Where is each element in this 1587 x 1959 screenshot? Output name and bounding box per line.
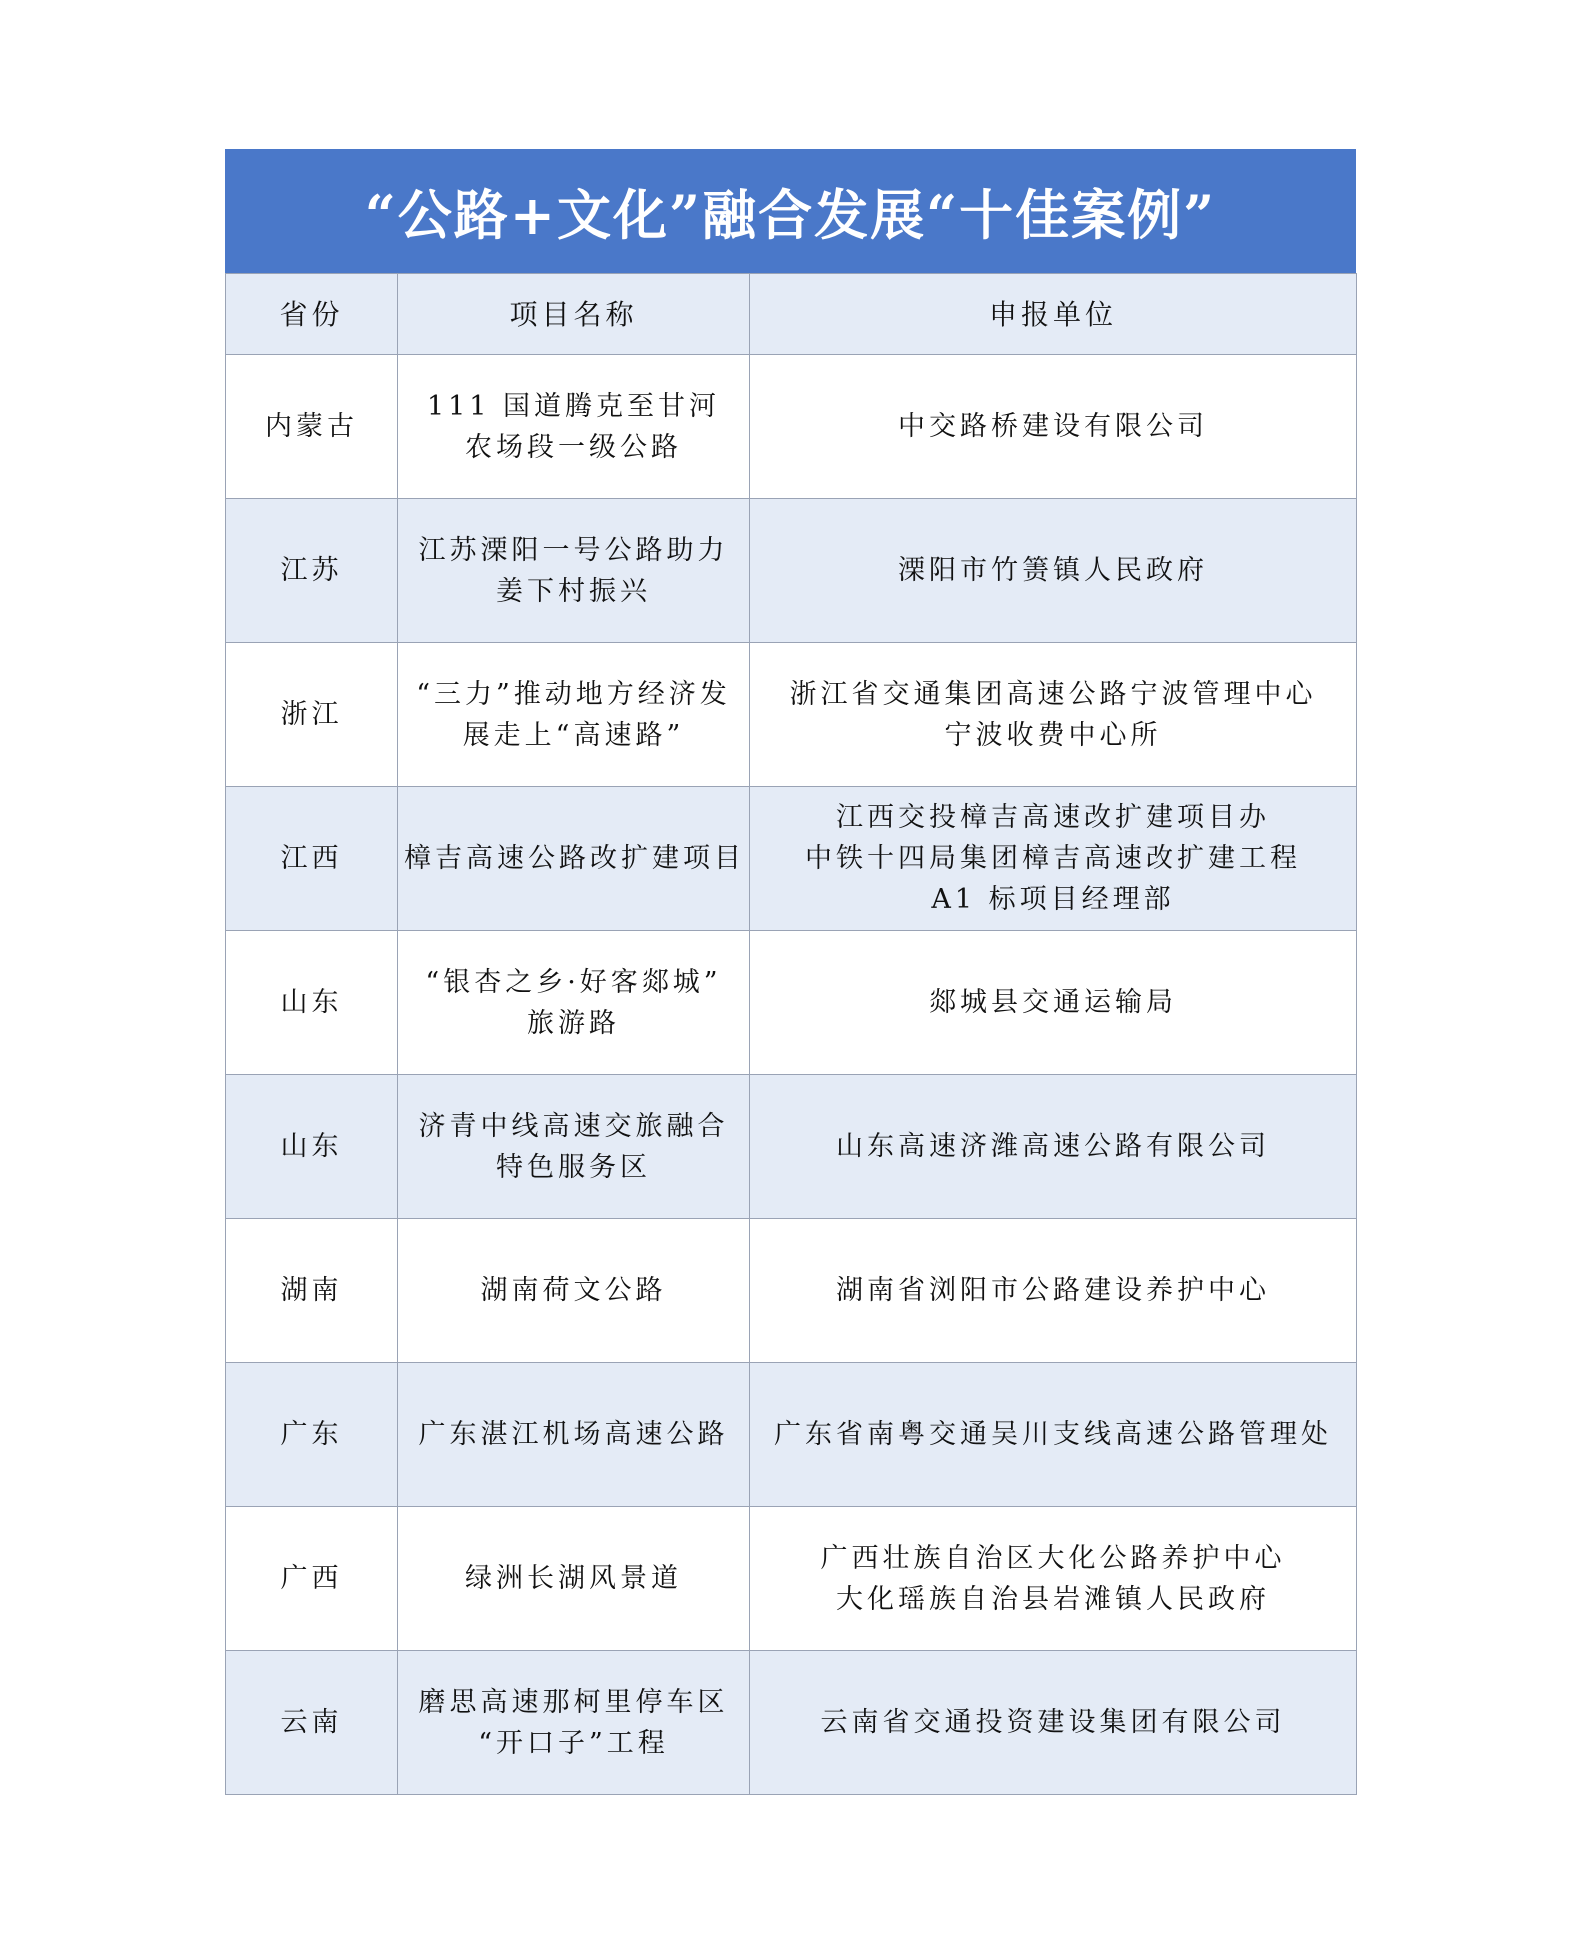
table-body [226, 355, 1357, 1795]
table-row [226, 643, 1357, 787]
project-cell [398, 643, 750, 787]
province-cell: 山东 [226, 1075, 398, 1219]
project-line: 特色服务区 [496, 1151, 651, 1183]
project-cell [398, 1651, 750, 1795]
project-line: 湖南荷文公路 [480, 1275, 667, 1306]
unit-line: 广东省南粤交通吴川支线高速公路管理处 [774, 1419, 1332, 1450]
unit-line: 云南省交通投资建设集团有限公司 [820, 1707, 1286, 1738]
project-cell [398, 931, 750, 1075]
province-cell: 广西 [226, 1507, 398, 1651]
project-cell [398, 355, 750, 499]
unit-cell [750, 355, 1357, 499]
table-row [226, 1363, 1357, 1507]
cases-table-container [225, 149, 1356, 1795]
province-cell: 浙江 [226, 643, 398, 787]
unit-cell [750, 1651, 1357, 1795]
project-line: “三力”推动地方经济发 [416, 678, 731, 710]
table-row [226, 931, 1357, 1075]
unit-line: 中交路桥建设有限公司 [898, 411, 1208, 442]
project-line: 111 国道腾克至甘河 [426, 390, 721, 422]
cases-table [225, 273, 1357, 1795]
table-row [226, 499, 1357, 643]
unit-line: A1 标项目经理部 [931, 884, 1175, 915]
table-row [226, 787, 1357, 931]
table-title: “公路+文化”融合发展“十佳案例” [225, 149, 1356, 273]
unit-line: 广西壮族自治区大化公路养护中心 [820, 1542, 1286, 1574]
column-header-province: 省份 [226, 274, 398, 355]
province-cell: 山东 [226, 931, 398, 1075]
unit-cell [750, 787, 1357, 931]
unit-line: 浙江省交通集团高速公路宁波管理中心 [789, 678, 1317, 710]
unit-line: 大化瑶族自治县岩滩镇人民政府 [836, 1583, 1270, 1615]
unit-line: 郯城县交通运输局 [929, 987, 1177, 1018]
unit-cell [750, 1507, 1357, 1651]
unit-cell [750, 643, 1357, 787]
column-header-project: 项目名称 [398, 274, 750, 355]
unit-line: 中铁十四局集团樟吉高速改扩建工程 [805, 843, 1301, 874]
project-line: 展走上“高速路” [462, 719, 685, 751]
project-line: 绿洲长湖风景道 [465, 1563, 682, 1594]
unit-cell [750, 1219, 1357, 1363]
project-line: 济青中线高速交旅融合 [418, 1110, 729, 1142]
province-cell: 江西 [226, 787, 398, 931]
unit-line: 溧阳市竹箦镇人民政府 [898, 555, 1208, 586]
unit-line: 宁波收费中心所 [944, 719, 1162, 751]
project-line: “开口子”工程 [478, 1727, 669, 1759]
table-row [226, 1651, 1357, 1795]
project-line: 农场段一级公路 [465, 431, 682, 463]
unit-cell [750, 1075, 1357, 1219]
project-line: 樟吉高速公路改扩建项目 [404, 843, 745, 874]
project-cell [398, 1363, 750, 1507]
project-line: “银杏之乡·好客郯城” [425, 966, 722, 998]
unit-line: 湖南省浏阳市公路建设养护中心 [836, 1275, 1270, 1306]
province-cell: 湖南 [226, 1219, 398, 1363]
province-cell: 云南 [226, 1651, 398, 1795]
table-row [226, 1507, 1357, 1651]
province-cell: 江苏 [226, 499, 398, 643]
unit-line: 江西交投樟吉高速改扩建项目办 [836, 802, 1270, 833]
province-cell: 广东 [226, 1363, 398, 1507]
unit-cell [750, 1363, 1357, 1507]
province-cell: 内蒙古 [226, 355, 398, 499]
unit-cell [750, 931, 1357, 1075]
project-line: 磨思高速那柯里停车区 [418, 1686, 729, 1718]
unit-line: 山东高速济潍高速公路有限公司 [836, 1131, 1270, 1162]
table-row [226, 1075, 1357, 1219]
column-header-unit: 申报单位 [750, 274, 1357, 355]
project-line: 姜下村振兴 [496, 575, 651, 607]
project-line: 江苏溧阳一号公路助力 [418, 534, 729, 566]
unit-cell [750, 499, 1357, 643]
project-cell [398, 1507, 750, 1651]
project-cell [398, 1075, 750, 1219]
header-row [226, 274, 1357, 355]
project-cell [398, 787, 750, 931]
project-cell [398, 499, 750, 643]
project-cell [398, 1219, 750, 1363]
project-line: 旅游路 [527, 1007, 620, 1039]
project-line: 广东湛江机场高速公路 [418, 1419, 729, 1450]
table-row [226, 355, 1357, 499]
table-row [226, 1219, 1357, 1363]
